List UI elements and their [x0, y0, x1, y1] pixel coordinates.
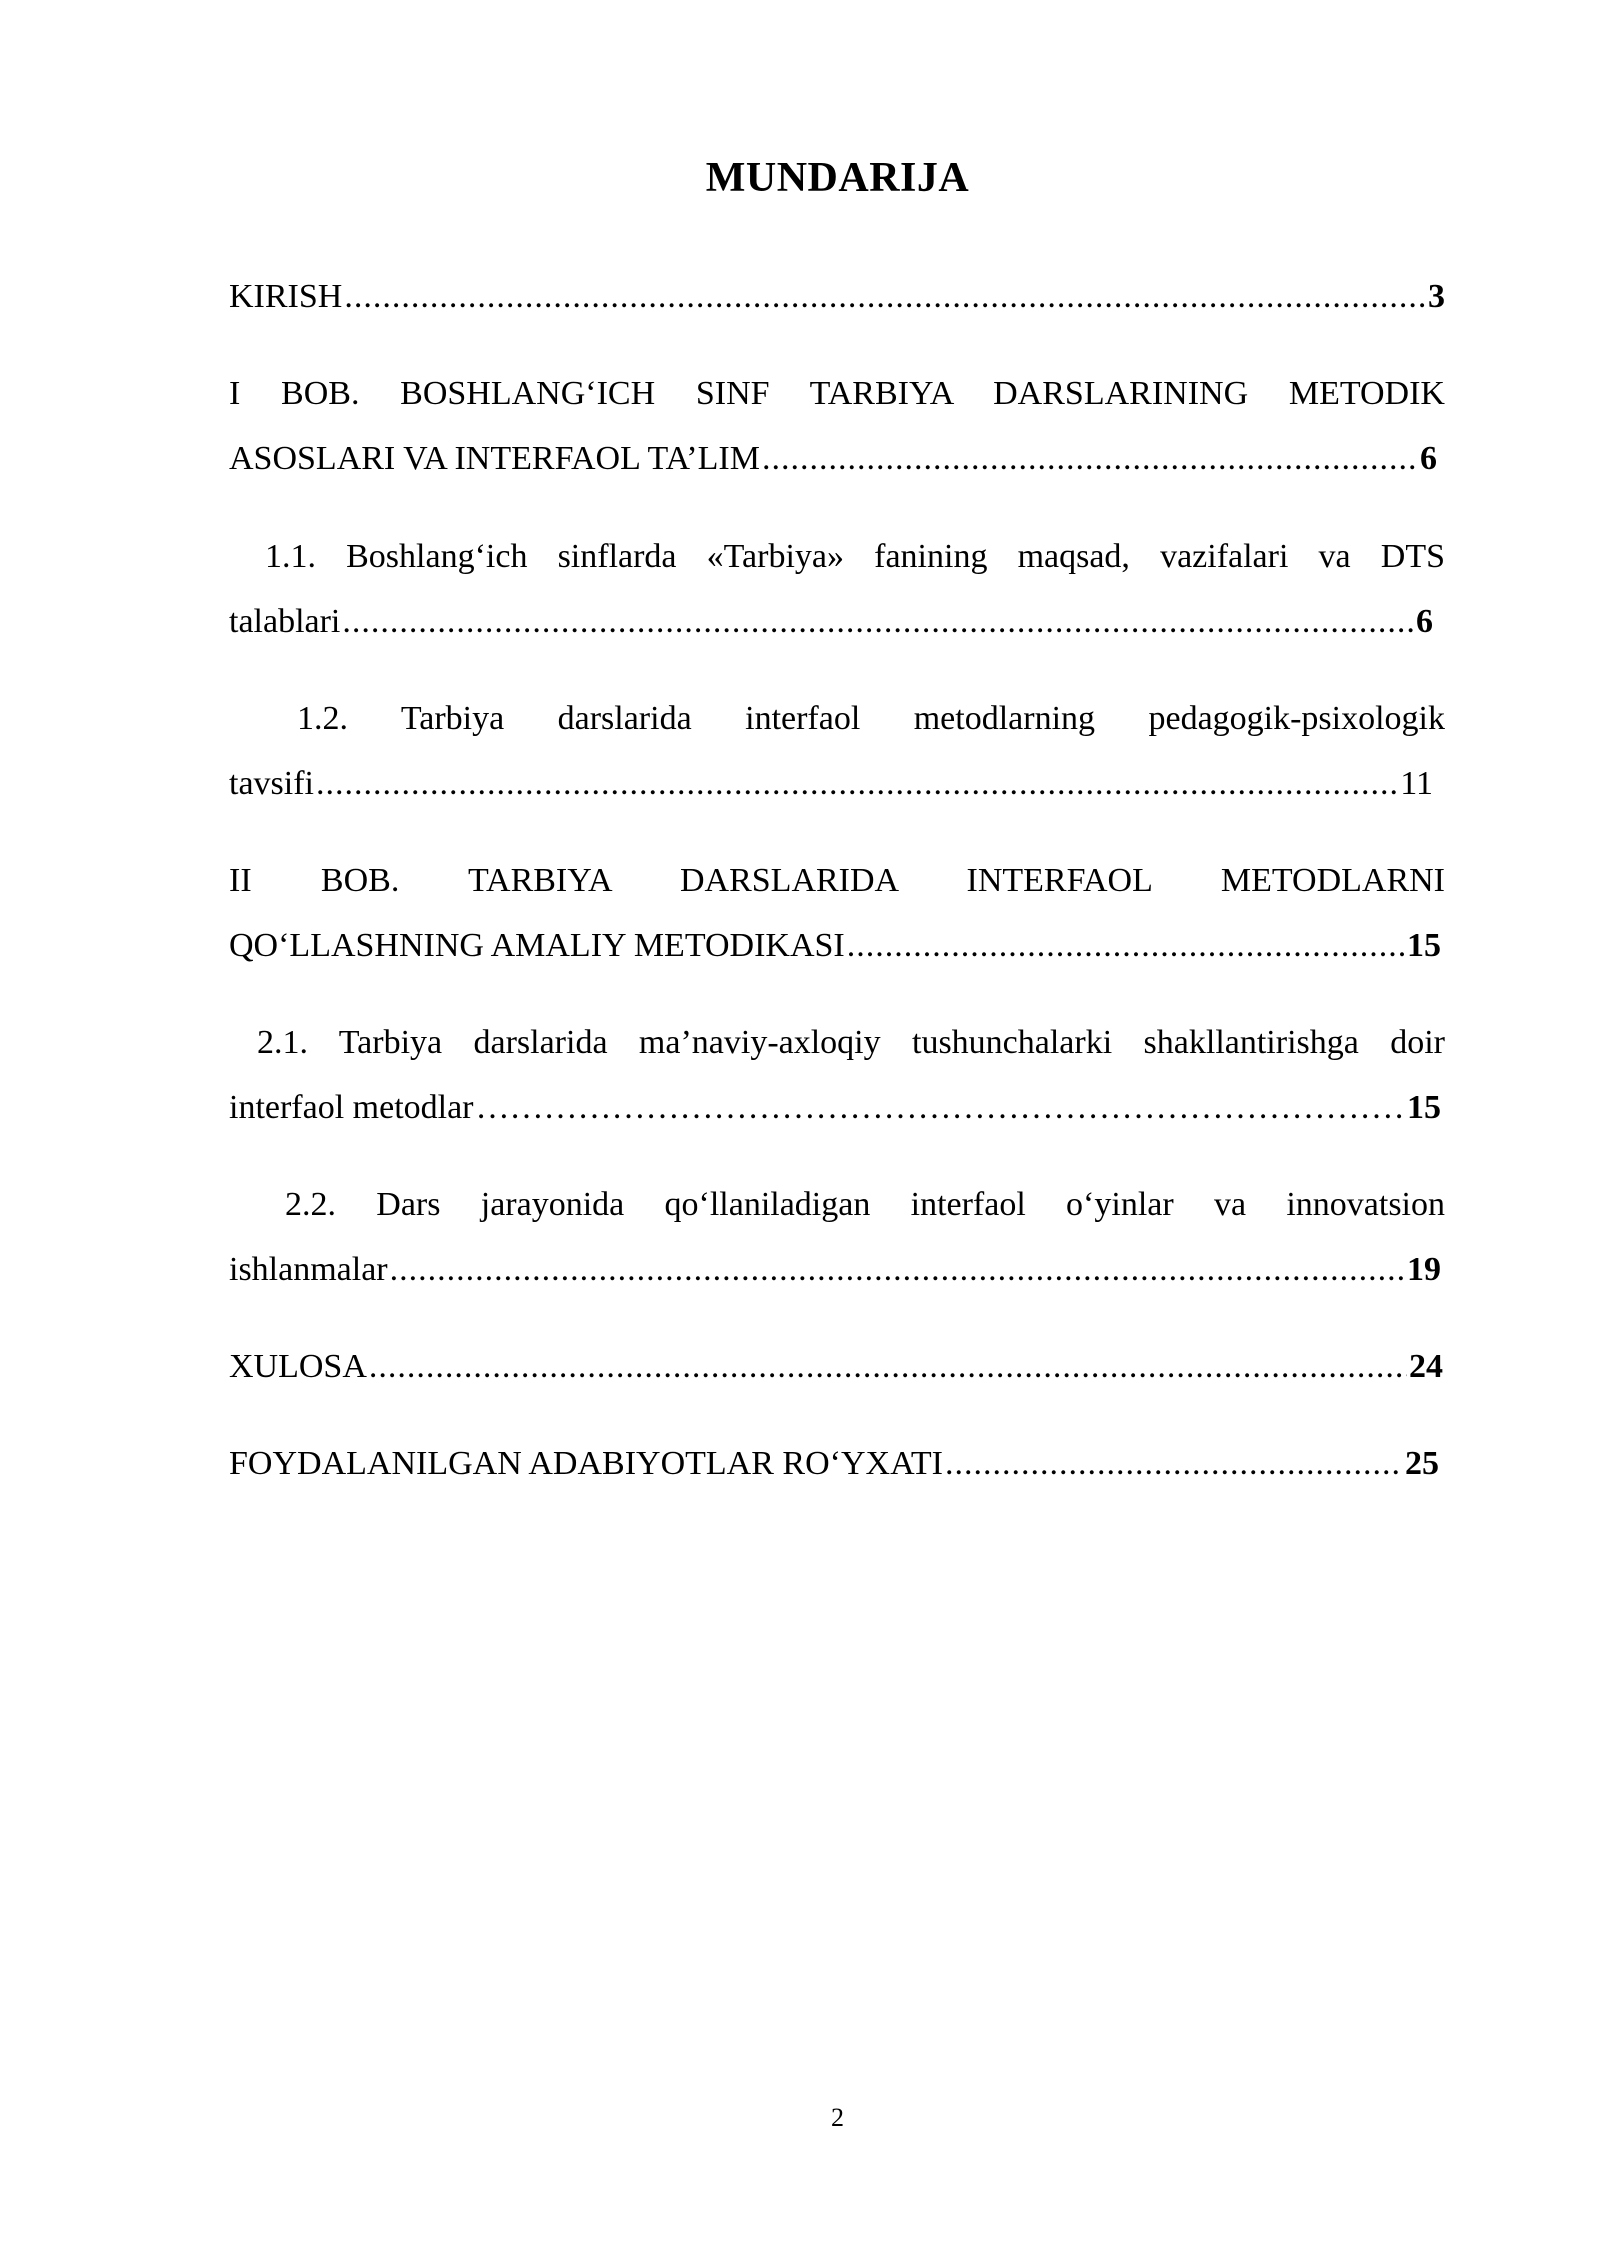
toc-leader-dots [847, 913, 1405, 978]
toc-entry-text: XULOSA [229, 1348, 367, 1385]
toc-leader-dots [316, 751, 1398, 816]
toc-entry-text: ishlanmalar [229, 1251, 388, 1288]
toc-page-number: 11 [1400, 765, 1433, 802]
toc-entry-text: II BOB. TARBIYA DARSLARIDA INTERFAOL METODLARNI [229, 862, 1445, 899]
toc-entry-chapter-1[interactable] [229, 361, 1445, 491]
toc-leader-dots [762, 426, 1418, 491]
toc-entry-text: FOYDALANILGAN ADABIYOTLAR RO‘YXATI [229, 1445, 943, 1482]
toc-entry-text: I BOB. BOSHLANG‘ICH SINF TARBIYA DARSLARINING METODIK [229, 375, 1445, 412]
toc-page-number: 3 [1428, 278, 1445, 315]
toc-entry-text: ASOSLARI VA INTERFAOL TA’LIM [229, 440, 760, 477]
toc-page-number: 15 [1407, 1089, 1441, 1126]
toc-page-number: 6 [1416, 603, 1433, 640]
toc-entry-section-2-2[interactable] [229, 1172, 1445, 1302]
toc-entry-text: talablari [229, 603, 341, 640]
toc-entry-text: 2.2. Dars jarayonida qo‘llaniladigan interfaol o‘yinlar va innovatsion [285, 1186, 1445, 1223]
toc-entry-text: 1.2. Tarbiya darslarida interfaol metodlarning pedagogik-psixologik [297, 700, 1445, 737]
toc-entry-text: 1.1. Boshlang‘ich sinflarda «Tarbiya» fanining maqsad, vazifalari va DTS [265, 538, 1445, 575]
toc-entry-kirish[interactable] [229, 264, 1445, 329]
toc-page-number: 15 [1407, 927, 1441, 964]
toc-entry-text: interfaol metodlar [229, 1089, 474, 1126]
toc-leader-dots [342, 589, 1414, 654]
toc-entry-references[interactable] [229, 1431, 1445, 1496]
toc-leader-dots [344, 264, 1426, 329]
toc-entry-xulosa[interactable] [229, 1334, 1445, 1399]
toc-page-number: 19 [1407, 1251, 1441, 1288]
toc-page-number: 24 [1409, 1348, 1443, 1385]
toc-page-number: 6 [1420, 440, 1437, 477]
toc-leader-dots [945, 1431, 1403, 1496]
page-number-footer: 2 [831, 2103, 844, 2132]
toc-entry-text: QO‘LLASHNING AMALIY METODIKASI [229, 927, 845, 964]
toc-leader-dots [369, 1334, 1407, 1399]
toc-entry-section-1-2[interactable] [229, 686, 1445, 816]
toc-page-number: 25 [1405, 1445, 1439, 1482]
toc-entry-text: 2.1. Tarbiya darslarida ma’naviy-axloqiy tushunchalarki shakllantirishga doir [257, 1024, 1445, 1061]
page-title: MUNDARIJA [705, 155, 970, 201]
toc-entry-chapter-2[interactable] [229, 848, 1445, 978]
toc-leader-dots [476, 1075, 1405, 1140]
toc-entry-text: tavsifi [229, 765, 314, 802]
toc-entry-text: KIRISH [229, 278, 343, 315]
toc-entry-section-2-1[interactable] [229, 1010, 1445, 1140]
toc-entry-section-1-1[interactable] [229, 524, 1445, 654]
toc-leader-dots [390, 1237, 1405, 1302]
